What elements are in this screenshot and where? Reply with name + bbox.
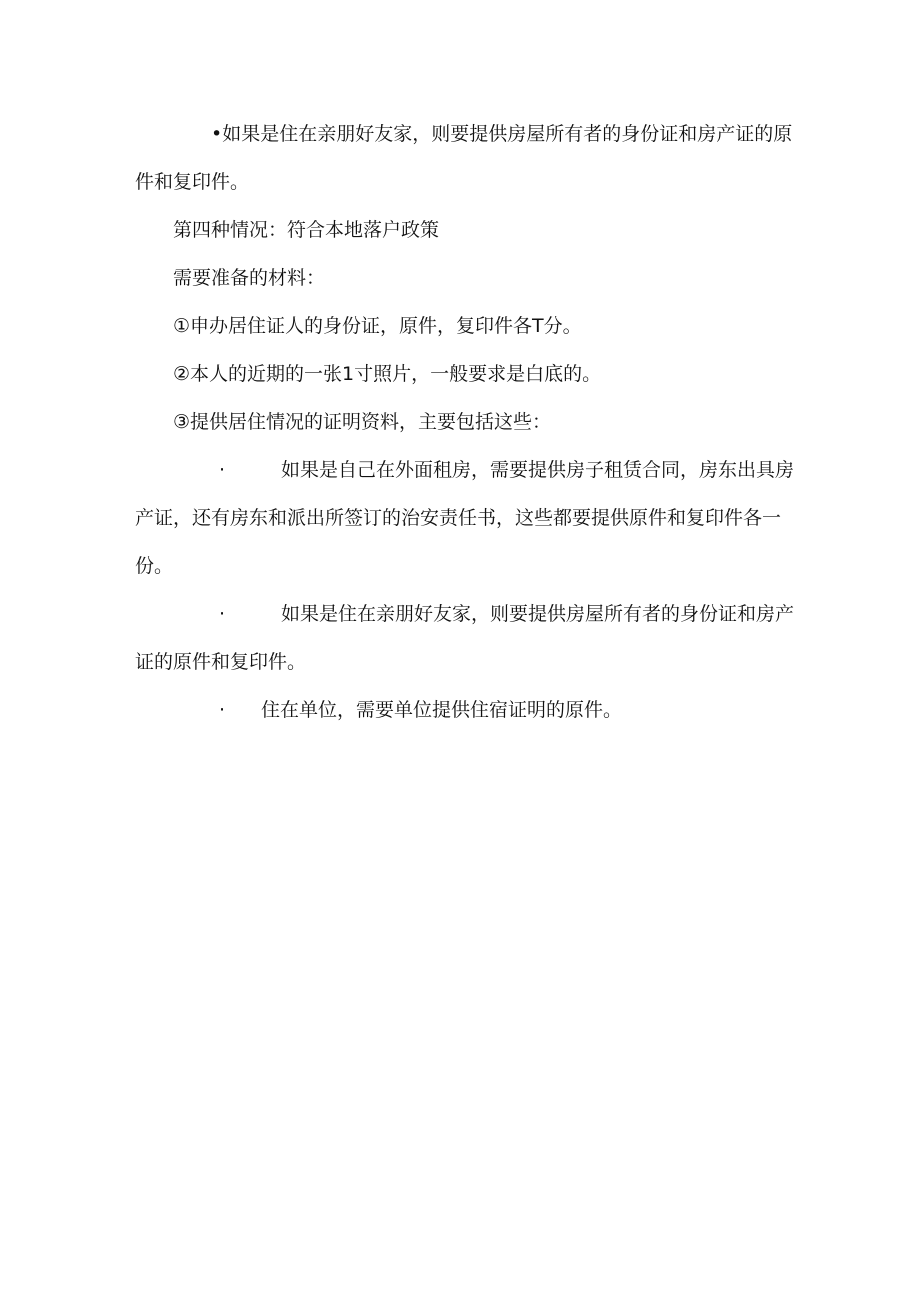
bullet-mark: ·: [219, 699, 226, 721]
sub-item-relatives: [135, 590, 795, 686]
paragraph-text: 如果是住在亲朋好友家，则要提供房屋所有者的身份证和房产证的原件和复印件。: [135, 123, 793, 193]
sub-item-renting: [135, 446, 795, 590]
material-item-2: ②本人的近期的一张1寸照片，一般要求是白底的。: [173, 363, 602, 385]
material-item-1: ①申办居住证人的身份证，原件，复印件各T分。: [173, 315, 582, 337]
paragraph-relatives-home: [135, 110, 795, 206]
paragraph-text: 如果是自己在外面租房，需要提供房子租赁合同，房东出具房产证，还有房东和派出所签订的治安责任书，这些都要提供原件和复印件各一份。: [135, 459, 795, 577]
bullet-mark: ·: [219, 603, 226, 625]
material-item-3: ③提供居住情况的证明资料，主要包括这些：: [173, 411, 552, 433]
section-heading-fourth-case: 第四种情况：符合本地落户政策: [173, 219, 440, 241]
paragraph-text: 如果是住在亲朋好友家，则要提供房屋所有者的身份证和房产证的原件和复印件。: [135, 603, 795, 673]
paragraph-text: 住在单位，需要单位提供住宿证明的原件。: [261, 699, 623, 721]
materials-heading: 需要准备的材料：: [173, 267, 326, 289]
bullet-mark: ·: [219, 459, 226, 481]
bullet-mark: •: [211, 123, 223, 145]
sub-item-work-unit: [135, 686, 795, 734]
